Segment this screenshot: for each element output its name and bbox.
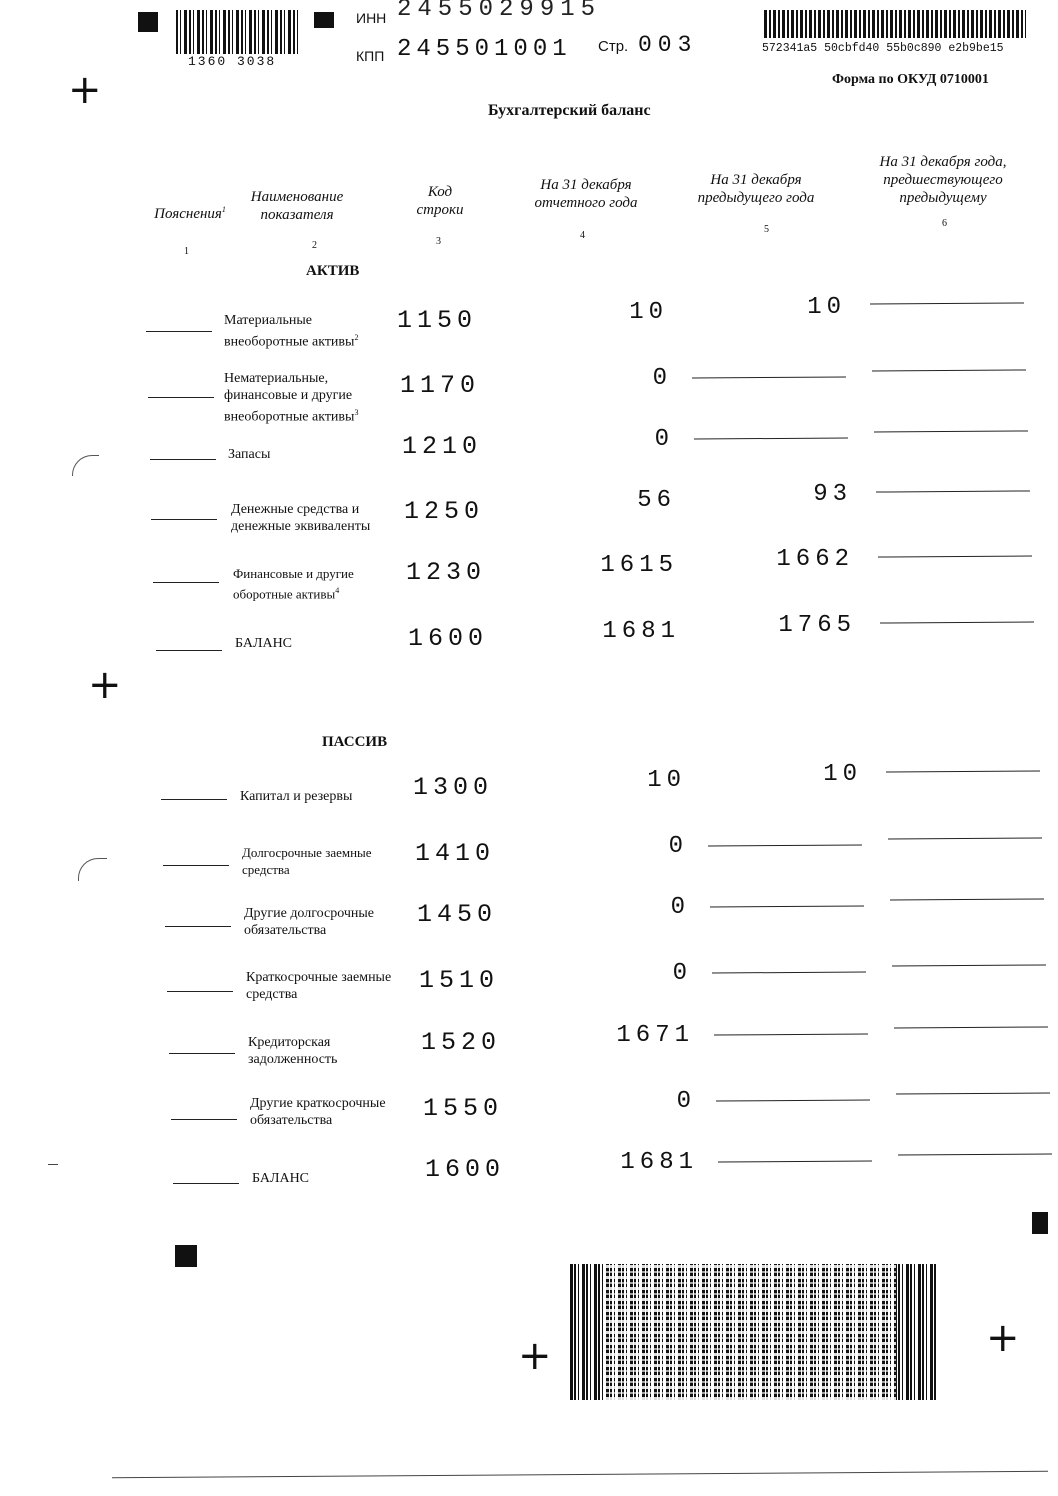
row-code: 1550 [423, 1094, 504, 1123]
hash-code: 572341a5 50cbfd40 55b0c890 e2b9be15 [762, 42, 1004, 55]
notes-blank [165, 926, 231, 927]
column-header-name: Наименование показателя [250, 189, 344, 223]
alignment-marker [314, 12, 334, 28]
value-blank [712, 971, 866, 973]
notes-blank [151, 519, 217, 520]
value-current-year: 0 [654, 426, 674, 453]
value-blank [880, 621, 1034, 623]
row-label: Капитал и резервы [240, 789, 353, 804]
value-blank [718, 1160, 872, 1162]
notes-blank [167, 991, 233, 992]
row-code: 1600 [408, 624, 489, 653]
column-header-year-before-previous: На 31 декабря года, предшествующего предыдущему [879, 154, 1007, 206]
value-current-year: 0 [670, 894, 690, 921]
value-blank [894, 1026, 1048, 1028]
value-previous-year: 1662 [776, 546, 854, 573]
row-code: 1150 [397, 306, 478, 335]
row-label: Краткосрочные заемные средства [246, 970, 392, 1002]
value-blank [870, 302, 1024, 304]
row-code: 1250 [404, 497, 485, 526]
alignment-marker [1032, 1212, 1048, 1234]
value-blank [714, 1033, 868, 1035]
value-current-year: 0 [676, 1088, 696, 1115]
notes-blank [148, 397, 214, 398]
value-blank [694, 437, 848, 439]
row-label: Материальные внеоборотные активы$^2$ [224, 313, 359, 350]
notes-blank [153, 582, 219, 583]
value-blank [890, 898, 1044, 900]
registration-cross-icon: + [68, 67, 102, 113]
alignment-marker [175, 1245, 197, 1267]
notes-blank [163, 865, 229, 866]
notes-blank [156, 650, 222, 651]
row-code: 1410 [415, 839, 496, 868]
value-current-year: 1615 [600, 552, 678, 579]
row-label: БАЛАНС [252, 1171, 310, 1186]
notes-blank [169, 1053, 235, 1054]
column-header-label: Пояснения [154, 206, 222, 222]
value-current-year: 0 [652, 365, 672, 392]
row-label: Нематериальные, финансовые и другие внеоборотные активы$^3$ [224, 371, 359, 425]
value-blank [872, 369, 1026, 371]
registration-cross-icon: + [986, 1315, 1020, 1361]
value-blank [888, 837, 1042, 839]
value-blank [708, 844, 862, 846]
row-label: Долгосрочные заемные средства [242, 845, 372, 877]
barcode [176, 10, 298, 54]
kpp-value: 245501001 [397, 36, 572, 63]
page-edge [112, 1471, 1048, 1479]
value-blank [898, 1153, 1052, 1155]
row-label: Кредиторская задолженность [248, 1035, 338, 1067]
column-header-previous-year: На 31 декабря предыдущего года [697, 172, 815, 206]
registration-cross-icon: + [518, 1333, 552, 1379]
value-current-year: 0 [668, 833, 688, 860]
column-header-current-year: На 31 декабря отчетного года [534, 177, 638, 211]
column-number: 5 [764, 224, 769, 235]
inn-label: ИНН [356, 10, 387, 26]
value-current-year: 1681 [602, 618, 680, 645]
row-label: Другие краткосрочные обязательства [250, 1096, 386, 1128]
page-value: 003 [638, 32, 698, 58]
column-number: 4 [580, 230, 585, 241]
row-label: Денежные средства и денежные эквиваленты [231, 502, 371, 534]
value-current-year: 10 [629, 299, 668, 326]
row-code: 1600 [425, 1155, 506, 1184]
column-header-code: Код строки [416, 184, 464, 218]
barcode-noise [604, 1264, 896, 1400]
value-previous-year: 10 [807, 294, 846, 321]
page-edge [48, 1164, 58, 1165]
scan-artifact [78, 858, 107, 881]
value-blank [710, 905, 864, 907]
value-blank [896, 1092, 1050, 1094]
page-label: Стр. [598, 38, 629, 55]
barcode-number: 1360 3038 [188, 54, 277, 69]
value-blank [716, 1099, 870, 1101]
scan-artifact [72, 455, 99, 476]
column-number: 3 [436, 236, 441, 247]
value-previous-year: 93 [813, 481, 852, 508]
datamatrix-code [764, 10, 1026, 38]
notes-blank [146, 331, 212, 332]
notes-blank [161, 799, 227, 800]
row-label: Другие долгосрочные обязательства [244, 906, 374, 938]
value-current-year: 1671 [616, 1022, 694, 1049]
column-number: 2 [312, 240, 317, 251]
row-label: Запасы [228, 447, 271, 462]
alignment-marker [138, 12, 158, 32]
pdf417-barcode [570, 1264, 936, 1400]
footnote-mark: 1 [221, 205, 226, 214]
row-label: Финансовые и другие оборотные активы$^4$ [233, 566, 354, 602]
value-current-year: 0 [672, 960, 692, 987]
value-blank [892, 964, 1046, 966]
row-code: 1210 [402, 432, 483, 461]
value-current-year: 56 [637, 487, 676, 514]
value-current-year: 1681 [620, 1149, 698, 1176]
row-code: 1510 [419, 966, 500, 995]
form-label: Форма по ОКУД 0710001 [832, 72, 989, 87]
value-blank [878, 555, 1032, 557]
row-code: 1450 [417, 900, 498, 929]
page-title: Бухгалтерский баланс [488, 102, 651, 119]
value-blank [876, 490, 1030, 492]
value-blank [874, 430, 1028, 432]
section-title-liabilities: ПАССИВ [322, 734, 388, 750]
column-header-notes [152, 201, 228, 223]
row-code: 1520 [421, 1028, 502, 1057]
value-current-year: 10 [647, 767, 686, 794]
value-blank [886, 770, 1040, 772]
inn-value: 2455029915 [397, 0, 602, 23]
column-number: 1 [184, 246, 189, 257]
column-number: 6 [942, 218, 947, 229]
notes-blank [150, 459, 216, 460]
row-label: БАЛАНС [235, 636, 293, 651]
row-code: 1230 [406, 558, 487, 587]
notes-blank [171, 1119, 237, 1120]
row-code: 1170 [400, 371, 481, 400]
notes-blank [173, 1183, 239, 1184]
section-title-assets: АКТИВ [306, 263, 360, 279]
value-blank [692, 376, 846, 378]
kpp-label: КПП [356, 48, 385, 64]
value-previous-year: 10 [823, 761, 862, 788]
row-code: 1300 [413, 773, 494, 802]
registration-cross-icon: + [88, 662, 122, 708]
value-previous-year: 1765 [778, 612, 856, 639]
